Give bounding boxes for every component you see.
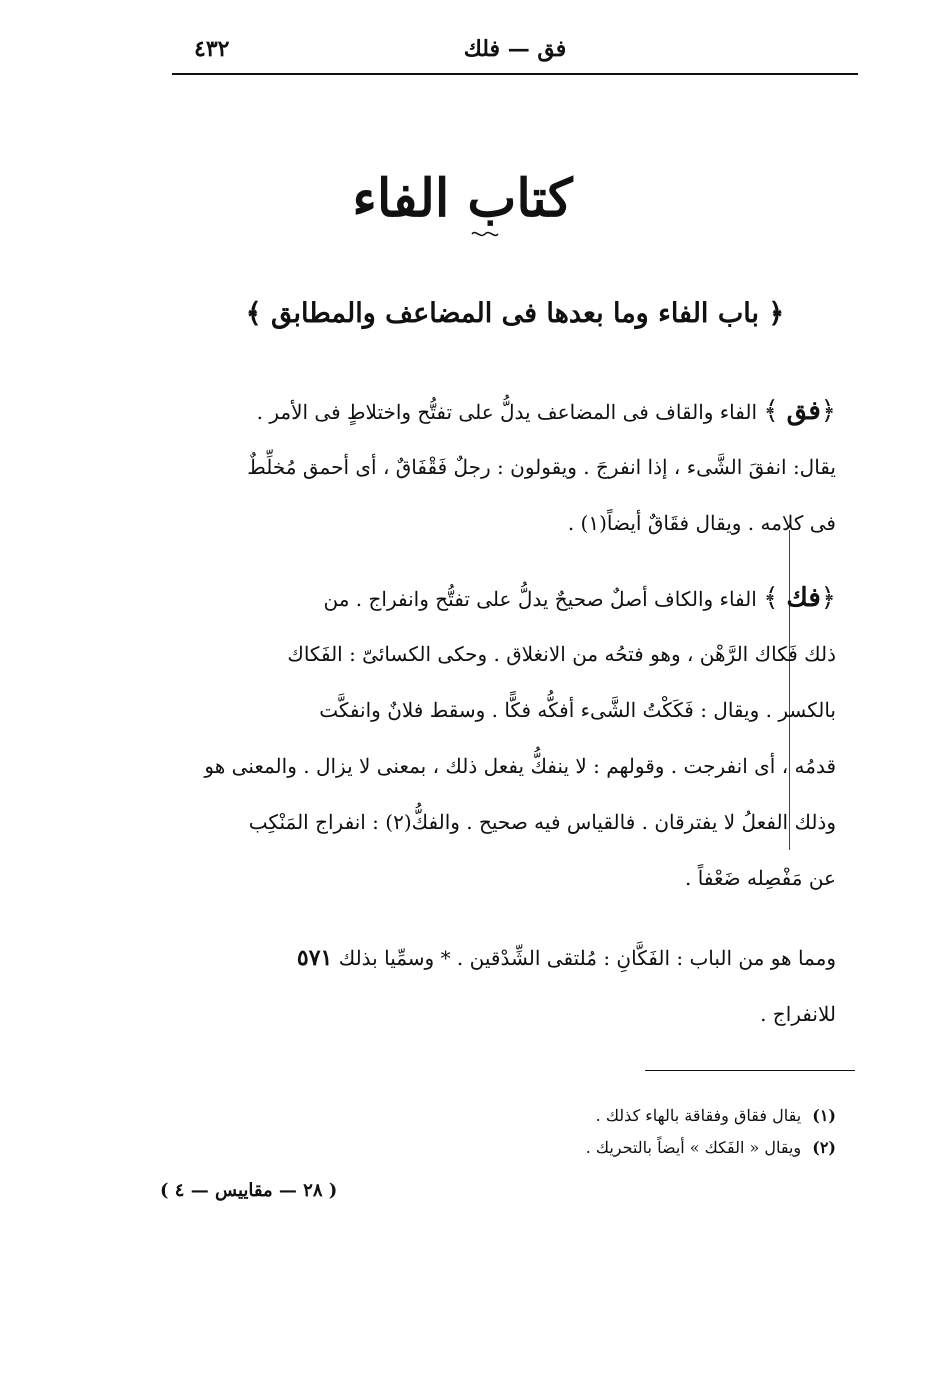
entry-line (130, 930, 836, 986)
entry-line: يقال: انفقَ الشَّىء ، إذا انفرجَ . ويقولون : رجلٌ فَقْفَاقٌ ، أى أحمق مُخلِّطٌ (247, 455, 836, 479)
entry-misc (130, 930, 836, 1042)
entry-line (172, 570, 836, 626)
bracket-open: ﴿ (820, 396, 836, 426)
title-ornament-icon (470, 228, 500, 240)
entry-line: عن مَفْصِله ضَعْفاً . (685, 866, 836, 890)
footnote-text: ويقال « الفَكك » أيضاً بالتحريك . (585, 1138, 802, 1157)
footnote (400, 1100, 836, 1132)
entry-line (172, 383, 836, 439)
footnote-number: (١) (812, 1106, 836, 1125)
footnote-number: (٢) (812, 1138, 836, 1157)
entry-line: بالكسر . ويقال : فَكَكْتُ الشَّىء أفكُّه فكًّا . وسقط فلانٌ وانفكَّت (319, 698, 836, 722)
root-word: فق (786, 396, 821, 426)
header-rule (172, 73, 858, 75)
bracket-open: ﴿ (820, 583, 836, 613)
footnote-rule (645, 1070, 855, 1071)
signature-mark: ( ٢٨ — مقاييس — ٤ ) (160, 1180, 338, 1201)
running-title: فق — فلك (463, 36, 567, 62)
footnotes (400, 1100, 836, 1164)
chapter-heading: ﴿ باب الفاء وما بعدها فى المضاعف والمطابق ﴾ (245, 298, 785, 329)
page-header (172, 34, 858, 70)
bracket-close: ﴾ (763, 583, 779, 613)
footnote (400, 1132, 836, 1164)
entry-fk (172, 570, 836, 906)
entry-text: ومما هو من الباب : الفَكَّانِ : مُلتقى الشِّدْقين . * وسمِّيا بذلك (338, 946, 836, 970)
page-number: ٤٣٢ (194, 36, 230, 62)
book-title: كتاب الفاء (352, 168, 573, 229)
margin-number: ٥٧١ (296, 945, 333, 971)
entry-line: وذلك الفعلُ لا يفترقان . فالقياس فيه صحيح . والفكُّ(٢) : انفراج المَنْكِب (248, 810, 836, 834)
entry-line: للانفراج . (760, 1002, 836, 1026)
entry-line: ذلك فَكاك الرَّهْن ، وهو فتحُه من الانغلاق . وحكى الكسائىّ : الفَكاك (287, 642, 836, 666)
entry-text: الفاء والكاف أصلٌ صحيحٌ يدلُّ على تفتُّح وانفراج . من (323, 587, 757, 611)
bracket-close: ﴾ (763, 396, 779, 426)
entry-fq (172, 383, 836, 551)
entry-line: فى كلامه . ويقال فقَاقٌ أيضاً(١) . (567, 511, 836, 535)
entry-line: قدمُه ، أى انفرجت . وقولهم : لا ينفكُّ يفعل ذلك ، بمعنى لا يزال . والمعنى هو (204, 754, 836, 778)
footnote-text: يقال فقاق وفقاقة بالهاء كذلك . (595, 1106, 802, 1125)
entry-text: الفاء والقاف فى المضاعف يدلُّ على تفتُّح واختلاطٍ فى الأمر . (256, 400, 758, 424)
root-word: فك (786, 583, 821, 613)
